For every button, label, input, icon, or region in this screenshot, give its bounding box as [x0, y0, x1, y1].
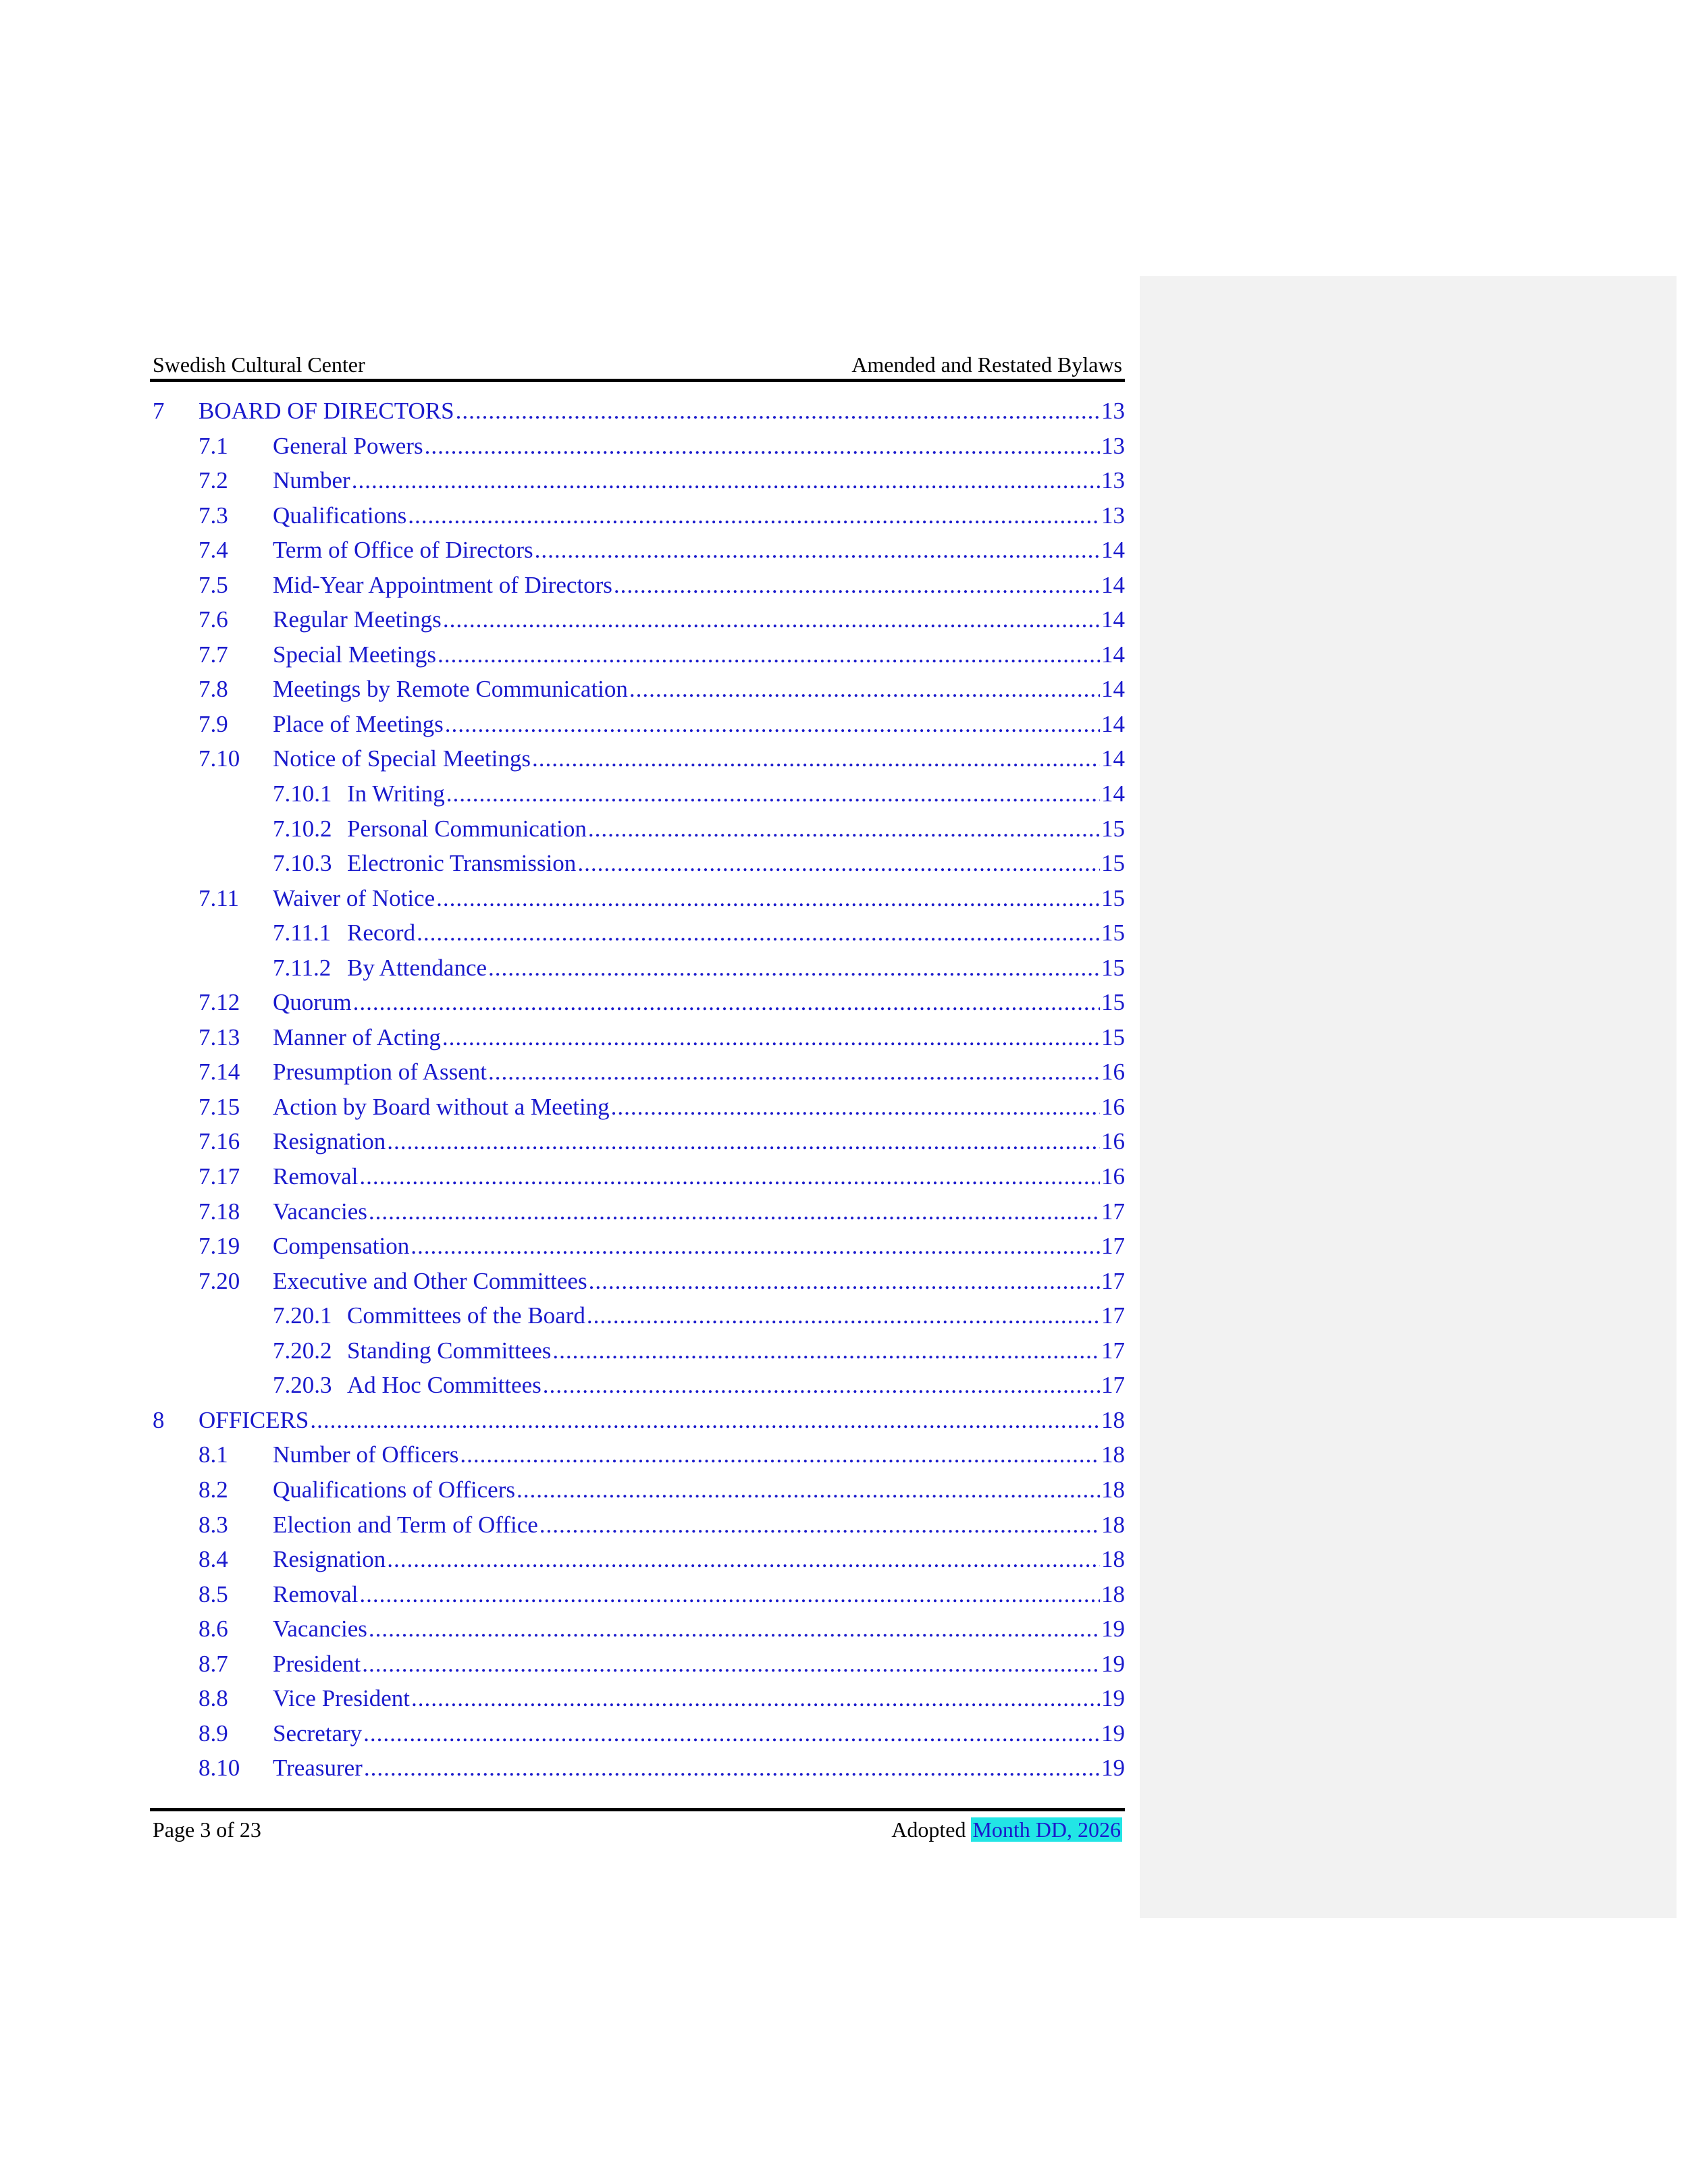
toc-dot-leader — [539, 1508, 1100, 1543]
toc-entry[interactable] — [151, 672, 1125, 707]
toc-entry-page[interactable]: 14 — [1101, 780, 1125, 807]
toc-entry-title[interactable]: Number — [273, 467, 350, 494]
toc-entry-title[interactable]: Committees of the Board — [347, 1302, 585, 1329]
toc-dot-leader — [425, 429, 1100, 464]
toc-entry-number: 8.6 — [199, 1616, 228, 1643]
toc-entry-title[interactable]: Election and Term of Office — [273, 1511, 538, 1538]
toc-entry-page[interactable]: 14 — [1101, 571, 1125, 598]
toc-entry[interactable] — [151, 498, 1125, 533]
toc-entry-number: 7.7 — [199, 641, 228, 668]
toc-entry-page[interactable]: 17 — [1101, 1198, 1125, 1225]
page-header — [151, 351, 1125, 378]
toc-entry[interactable] — [151, 1229, 1125, 1264]
toc-entry[interactable] — [151, 1508, 1125, 1543]
toc-entry-number: 7.17 — [199, 1163, 240, 1190]
toc-dot-leader — [362, 1647, 1100, 1682]
toc-entry-title[interactable]: Regular Meetings — [273, 606, 442, 633]
toc-entry[interactable] — [151, 1055, 1125, 1090]
toc-dot-leader — [364, 1751, 1100, 1786]
toc-entry-title[interactable]: Personal Communication — [347, 815, 587, 842]
toc-entry-page[interactable]: 14 — [1101, 537, 1125, 564]
toc-entry-number: 8.3 — [199, 1511, 228, 1538]
toc-entry-page[interactable]: 19 — [1101, 1720, 1125, 1747]
comment-pane — [1140, 276, 1677, 1918]
toc-dot-leader — [488, 1055, 1100, 1090]
toc-entry-page[interactable]: 18 — [1101, 1511, 1125, 1538]
toc-dot-leader — [446, 776, 1100, 811]
toc-dot-leader — [438, 637, 1100, 672]
toc-entry-number: 7 — [153, 398, 165, 424]
toc-entry-title[interactable]: Action by Board without a Meeting — [273, 1093, 610, 1120]
toc-entry[interactable] — [151, 985, 1125, 1020]
toc-dot-leader — [363, 1716, 1100, 1751]
toc-entry-title[interactable]: Vice President — [273, 1685, 410, 1712]
toc-entry-page[interactable]: 15 — [1101, 850, 1125, 877]
toc-entry-page[interactable]: 16 — [1101, 1128, 1125, 1155]
toc-entry-page[interactable]: 17 — [1101, 1302, 1125, 1329]
toc-entry-page[interactable]: 18 — [1101, 1441, 1125, 1468]
toc-entry-number: 7.10.2 — [273, 815, 332, 842]
toc-entry[interactable] — [151, 1716, 1125, 1751]
toc-entry[interactable] — [151, 915, 1125, 951]
toc-dot-leader — [436, 881, 1100, 916]
toc-entry[interactable] — [151, 429, 1125, 464]
toc-entry-title[interactable]: Manner of Acting — [273, 1023, 441, 1050]
toc-entry-number: 7.8 — [199, 676, 228, 703]
toc-dot-leader — [532, 741, 1100, 776]
toc-entry-title[interactable]: Presumption of Assent — [273, 1059, 487, 1086]
toc-dot-leader — [369, 1612, 1100, 1647]
toc-entry-page[interactable]: 13 — [1101, 502, 1125, 529]
toc-entry-title[interactable]: Qualifications — [273, 502, 407, 529]
toc-entry[interactable] — [151, 1298, 1125, 1333]
toc-entry-number: 8.4 — [199, 1546, 228, 1573]
header-org-name: Swedish Cultural Center — [153, 352, 365, 377]
toc-entry-page[interactable]: 19 — [1101, 1650, 1125, 1677]
toc-entry-title[interactable]: Secretary — [273, 1720, 363, 1747]
toc-entry-number: 7.11.2 — [273, 954, 332, 981]
toc-entry-number: 7.20 — [199, 1267, 240, 1294]
toc-entry[interactable] — [151, 1647, 1125, 1682]
toc-entry-number: 7.11.1 — [273, 920, 332, 947]
toc-dot-leader — [445, 707, 1100, 742]
toc-entry[interactable] — [151, 1194, 1125, 1229]
toc-dot-leader — [387, 1542, 1100, 1577]
toc-entry-number: 7.16 — [199, 1128, 240, 1155]
toc-entry[interactable] — [151, 1577, 1125, 1612]
toc-entry-number: 7.11 — [199, 884, 239, 911]
toc-entry[interactable] — [151, 951, 1125, 986]
toc-entry-number: 7.15 — [199, 1093, 240, 1120]
toc-entry-number: 8.8 — [199, 1685, 228, 1712]
toc-dot-leader — [456, 394, 1100, 429]
toc-dot-leader — [589, 1264, 1100, 1299]
toc-entry[interactable] — [151, 846, 1125, 881]
toc-entry-number: 7.1 — [199, 432, 228, 459]
toc-entry-title[interactable]: OFFICERS — [199, 1406, 309, 1433]
toc-entry[interactable] — [151, 1090, 1125, 1125]
toc-dot-leader — [552, 1333, 1100, 1368]
toc-entry[interactable] — [151, 602, 1125, 637]
toc-entry-page[interactable]: 17 — [1101, 1267, 1125, 1294]
toc-entry-number: 8.5 — [199, 1580, 228, 1607]
toc-entry-number: 7.18 — [199, 1198, 240, 1225]
toc-dot-leader — [587, 1298, 1100, 1333]
toc-dot-leader — [611, 1090, 1100, 1125]
toc-entry-page[interactable]: 18 — [1101, 1580, 1125, 1607]
toc-entry-number: 8.9 — [199, 1720, 228, 1747]
toc-entry-title[interactable]: Removal — [273, 1163, 359, 1190]
toc-entry[interactable] — [151, 463, 1125, 498]
toc-entry-title[interactable]: Standing Committees — [347, 1337, 552, 1364]
toc-entry-number: 8.1 — [199, 1441, 228, 1468]
toc-entry[interactable] — [151, 741, 1125, 776]
toc-entry-page[interactable]: 15 — [1101, 954, 1125, 981]
toc-entry-page[interactable]: 17 — [1101, 1372, 1125, 1399]
toc-dot-leader — [359, 1159, 1100, 1194]
toc-dot-leader — [417, 915, 1100, 951]
toc-dot-leader — [488, 951, 1100, 986]
toc-dot-leader — [543, 1368, 1100, 1403]
toc-dot-leader — [460, 1437, 1100, 1472]
toc-entry-number: 7.2 — [199, 467, 228, 494]
toc-entry-page[interactable]: 14 — [1101, 710, 1125, 737]
toc-entry[interactable] — [151, 1020, 1125, 1055]
toc-dot-leader — [535, 533, 1100, 568]
toc-entry-page[interactable]: 18 — [1101, 1476, 1125, 1503]
table-of-contents — [151, 394, 1125, 1786]
toc-entry-title[interactable]: General Powers — [273, 432, 423, 459]
toc-entry[interactable] — [151, 1124, 1125, 1159]
toc-dot-leader — [369, 1194, 1100, 1229]
toc-dot-leader — [411, 1229, 1100, 1264]
footer-divider — [150, 1808, 1125, 1811]
toc-dot-leader — [359, 1577, 1100, 1612]
toc-entry-number: 7.20.1 — [273, 1302, 332, 1329]
toc-entry-page[interactable]: 16 — [1101, 1059, 1125, 1086]
toc-entry-number: 8.2 — [199, 1476, 228, 1503]
toc-entry[interactable] — [151, 533, 1125, 568]
toc-entry[interactable] — [151, 1403, 1125, 1438]
toc-entry-title[interactable]: Compensation — [273, 1233, 410, 1260]
toc-entry-number: 8 — [153, 1406, 165, 1433]
toc-entry-page[interactable]: 17 — [1101, 1233, 1125, 1260]
toc-dot-leader — [310, 1403, 1100, 1438]
toc-entry-page[interactable]: 14 — [1101, 641, 1125, 668]
toc-entry-page[interactable]: 18 — [1101, 1546, 1125, 1573]
toc-entry-page[interactable]: 18 — [1101, 1406, 1125, 1433]
toc-entry-number: 7.10.3 — [273, 850, 332, 877]
toc-entry-title[interactable]: Record — [347, 920, 416, 947]
toc-entry[interactable] — [151, 1472, 1125, 1508]
toc-entry-title[interactable]: Mid-Year Appointment of Directors — [273, 571, 612, 598]
toc-dot-leader — [443, 602, 1100, 637]
toc-entry-number: 7.9 — [199, 710, 228, 737]
toc-entry-number: 7.12 — [199, 989, 240, 1016]
toc-dot-leader — [629, 672, 1100, 707]
toc-entry-title[interactable]: Vacancies — [273, 1616, 367, 1643]
toc-entry-title[interactable]: Resignation — [273, 1128, 386, 1155]
page-number: Page 3 of 23 — [153, 1817, 261, 1842]
toc-entry-title[interactable]: Executive and Other Committees — [273, 1267, 587, 1294]
toc-entry[interactable] — [151, 1681, 1125, 1716]
toc-entry-title[interactable]: BOARD OF DIRECTORS — [199, 398, 454, 424]
toc-entry-page[interactable]: 16 — [1101, 1163, 1125, 1190]
toc-entry-title[interactable]: By Attendance — [347, 954, 487, 981]
toc-entry-page[interactable]: 15 — [1101, 1023, 1125, 1050]
toc-dot-leader — [588, 811, 1100, 847]
toc-entry-number: 8.10 — [199, 1755, 240, 1782]
toc-entry-title[interactable]: Place of Meetings — [273, 710, 444, 737]
toc-entry-number: 7.10 — [199, 745, 240, 772]
toc-entry-title[interactable]: President — [273, 1650, 361, 1677]
toc-entry-title[interactable]: Number of Officers — [273, 1441, 459, 1468]
toc-entry-page[interactable]: 15 — [1101, 989, 1125, 1016]
toc-entry[interactable] — [151, 1542, 1125, 1577]
toc-dot-leader — [352, 463, 1100, 498]
toc-entry[interactable] — [151, 568, 1125, 603]
toc-dot-leader — [408, 498, 1100, 533]
toc-entry[interactable] — [151, 1159, 1125, 1194]
toc-entry-page[interactable]: 13 — [1101, 467, 1125, 494]
toc-entry[interactable] — [151, 776, 1125, 811]
toc-entry[interactable] — [151, 394, 1125, 429]
toc-entry-title[interactable]: Electronic Transmission — [347, 850, 577, 877]
page-footer — [151, 1815, 1125, 1844]
toc-entry-page[interactable]: 17 — [1101, 1337, 1125, 1364]
toc-entry-number: 7.19 — [199, 1233, 240, 1260]
toc-entry-number: 7.20.3 — [273, 1372, 332, 1399]
header-doc-title: Amended and Restated Bylaws — [851, 352, 1122, 377]
toc-dot-leader — [614, 568, 1100, 603]
toc-entry-title[interactable]: Quorum — [273, 989, 352, 1016]
toc-dot-leader — [517, 1472, 1100, 1508]
toc-entry-page[interactable]: 16 — [1101, 1093, 1125, 1120]
toc-entry-page[interactable]: 13 — [1101, 432, 1125, 459]
toc-entry-page[interactable]: 19 — [1101, 1616, 1125, 1643]
toc-entry-title[interactable]: Special Meetings — [273, 641, 437, 668]
adopted-date-highlight: Month DD, 2026 — [972, 1817, 1121, 1842]
toc-entry[interactable] — [151, 637, 1125, 672]
toc-entry-page[interactable]: 13 — [1101, 398, 1125, 424]
toc-dot-leader — [387, 1124, 1100, 1159]
toc-entry-title[interactable]: Resignation — [273, 1546, 386, 1573]
toc-entry-number: 7.4 — [199, 537, 228, 564]
toc-entry-title[interactable]: Notice of Special Meetings — [273, 745, 531, 772]
toc-entry-page[interactable]: 19 — [1101, 1685, 1125, 1712]
toc-entry-title[interactable]: Removal — [273, 1580, 359, 1607]
toc-entry[interactable] — [151, 1368, 1125, 1403]
toc-entry-number: 7.20.2 — [273, 1337, 332, 1364]
toc-entry[interactable] — [151, 1437, 1125, 1472]
toc-entry-page[interactable]: 14 — [1101, 676, 1125, 703]
toc-entry-page[interactable]: 15 — [1101, 815, 1125, 842]
toc-entry-title[interactable]: Ad Hoc Committees — [347, 1372, 542, 1399]
toc-dot-leader — [353, 985, 1100, 1020]
toc-entry-number: 7.6 — [199, 606, 228, 633]
toc-entry[interactable] — [151, 707, 1125, 742]
toc-entry[interactable] — [151, 881, 1125, 916]
toc-entry[interactable] — [151, 1751, 1125, 1786]
toc-entry-page[interactable]: 19 — [1101, 1755, 1125, 1782]
toc-entry-page[interactable]: 14 — [1101, 606, 1125, 633]
adopted-label: Adopted — [891, 1817, 966, 1842]
toc-entry[interactable] — [151, 1612, 1125, 1647]
toc-entry-page[interactable]: 15 — [1101, 884, 1125, 911]
adopted-statement — [891, 1815, 1122, 1844]
toc-entry[interactable] — [151, 1264, 1125, 1299]
toc-entry-number: 7.14 — [199, 1059, 240, 1086]
toc-entry-page[interactable]: 14 — [1101, 745, 1125, 772]
toc-entry-title[interactable]: Treasurer — [273, 1755, 363, 1782]
toc-entry[interactable] — [151, 811, 1125, 847]
toc-dot-leader — [442, 1020, 1100, 1055]
toc-entry-title[interactable]: Vacancies — [273, 1198, 367, 1225]
toc-entry-title[interactable]: In Writing — [347, 780, 445, 807]
toc-dot-leader — [411, 1681, 1100, 1716]
toc-entry-number: 8.7 — [199, 1650, 228, 1677]
toc-entry-title[interactable]: Meetings by Remote Communication — [273, 676, 628, 703]
toc-dot-leader — [577, 846, 1100, 881]
toc-entry-title[interactable]: Term of Office of Directors — [273, 537, 533, 564]
toc-entry-number: 7.3 — [199, 502, 228, 529]
toc-entry-number: 7.5 — [199, 571, 228, 598]
toc-entry-title[interactable]: Waiver of Notice — [273, 884, 436, 911]
toc-entry-page[interactable]: 15 — [1101, 920, 1125, 947]
toc-entry-number: 7.13 — [199, 1023, 240, 1050]
toc-entry-number: 7.10.1 — [273, 780, 332, 807]
toc-entry[interactable] — [151, 1333, 1125, 1368]
toc-entry-title[interactable]: Qualifications of Officers — [273, 1476, 515, 1503]
header-divider — [150, 379, 1125, 382]
